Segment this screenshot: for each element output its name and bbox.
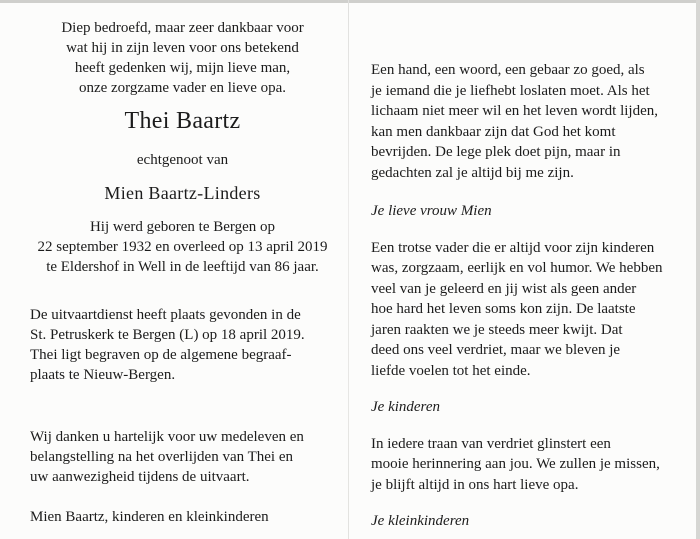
birth-line: 22 september 1932 en overleed op 13 april 2019 bbox=[37, 239, 328, 255]
spouse-label: echtgenoot van bbox=[136, 152, 229, 168]
card-right-edge bbox=[696, 0, 700, 539]
children-line: veel van je geleerd en jij wist als geen ander bbox=[371, 280, 637, 297]
children-line: Een trotse vader die er altijd voor zijn kinderen bbox=[371, 239, 655, 256]
children-line: liefde voelen tot het einde. bbox=[371, 362, 531, 379]
service-line: plaats te Nieuw-Bergen. bbox=[30, 367, 176, 383]
poem-line: je iemand die je liefhebt loslaten moet. Als het bbox=[371, 82, 650, 99]
service-line: De uitvaartdienst heeft plaats gevonden in de bbox=[30, 307, 301, 323]
intro-line: onze zorgzame vader en lieve opa. bbox=[78, 80, 287, 96]
poem-line: Een hand, een woord, een gebaar zo goed, als bbox=[371, 62, 645, 78]
thanks-line: Wij danken u hartelijk voor uw medeleven en bbox=[30, 429, 304, 445]
deceased-name: Thei Baartz bbox=[124, 108, 241, 134]
family-signature: Mien Baartz, kinderen en kleinkinderen bbox=[30, 509, 269, 525]
children-line: jaren raakten we je steeds meer kwijt. Dat bbox=[371, 321, 623, 338]
poem-line: bevrijden. De lege plek doet pijn, maar in bbox=[371, 144, 621, 160]
grandchildren-signature: Je kleinkinderen bbox=[371, 513, 470, 529]
intro-line: Diep bedroefd, maar zeer dankbaar voor bbox=[61, 20, 304, 36]
intro-line: wat hij in zijn leven voor ons betekend bbox=[66, 40, 299, 56]
thanks-line: uw aanwezigheid tijdens de uitvaart. bbox=[30, 469, 250, 485]
thanks-text bbox=[30, 427, 335, 487]
card-fold-line bbox=[348, 0, 349, 539]
grandchildren-line: je blijft altijd in ons hart lieve opa. bbox=[371, 476, 579, 493]
poem-line: kan men dankbaar zijn dat God het komt bbox=[371, 123, 616, 140]
funeral-service-text bbox=[30, 305, 335, 385]
thanks-line: belangstelling na het overlijden van Thei en bbox=[30, 449, 293, 465]
intro-text bbox=[30, 18, 335, 98]
children-signature: Je kinderen bbox=[371, 399, 440, 415]
service-line: Thei ligt begraven op de algemene begraaf- bbox=[30, 347, 292, 363]
grandchildren-line: In iedere traan van verdriet glinstert een bbox=[371, 435, 611, 452]
birth-line: te Eldershof in Well in de leeftijd van 86 jaar. bbox=[46, 259, 319, 275]
birth-death-details bbox=[30, 217, 335, 277]
poem-line: gedachten zal je altijd bij me zijn. bbox=[371, 164, 574, 181]
service-line: St. Petruskerk te Bergen (L) op 18 april 2019. bbox=[30, 327, 305, 343]
poem-line: lichaam niet meer wil en het leven wordt lijden, bbox=[371, 103, 658, 119]
birth-line: Hij werd geboren te Bergen op bbox=[89, 219, 276, 235]
card-top-edge bbox=[0, 0, 700, 3]
poem-paragraph bbox=[371, 60, 673, 183]
wife-signature: Je lieve vrouw Mien bbox=[371, 203, 492, 219]
spouse-name: Mien Baartz-Linders bbox=[104, 183, 261, 203]
intro-line: heeft gedenken wij, mijn lieve man, bbox=[74, 60, 291, 76]
children-line: was, zorgzaam, eerlijk en vol humor. We hebben bbox=[371, 260, 663, 276]
left-page bbox=[30, 18, 335, 527]
children-paragraph bbox=[371, 238, 673, 382]
children-line: deed ons veel verdriet, maar we bleven je bbox=[371, 342, 621, 358]
grandchildren-line: mooie herinnering aan jou. We zullen je missen, bbox=[371, 456, 660, 472]
right-page bbox=[371, 60, 673, 532]
grandchildren-paragraph bbox=[371, 434, 673, 496]
children-line: hoe hard het leven soms kon zijn. De laatste bbox=[371, 301, 636, 317]
